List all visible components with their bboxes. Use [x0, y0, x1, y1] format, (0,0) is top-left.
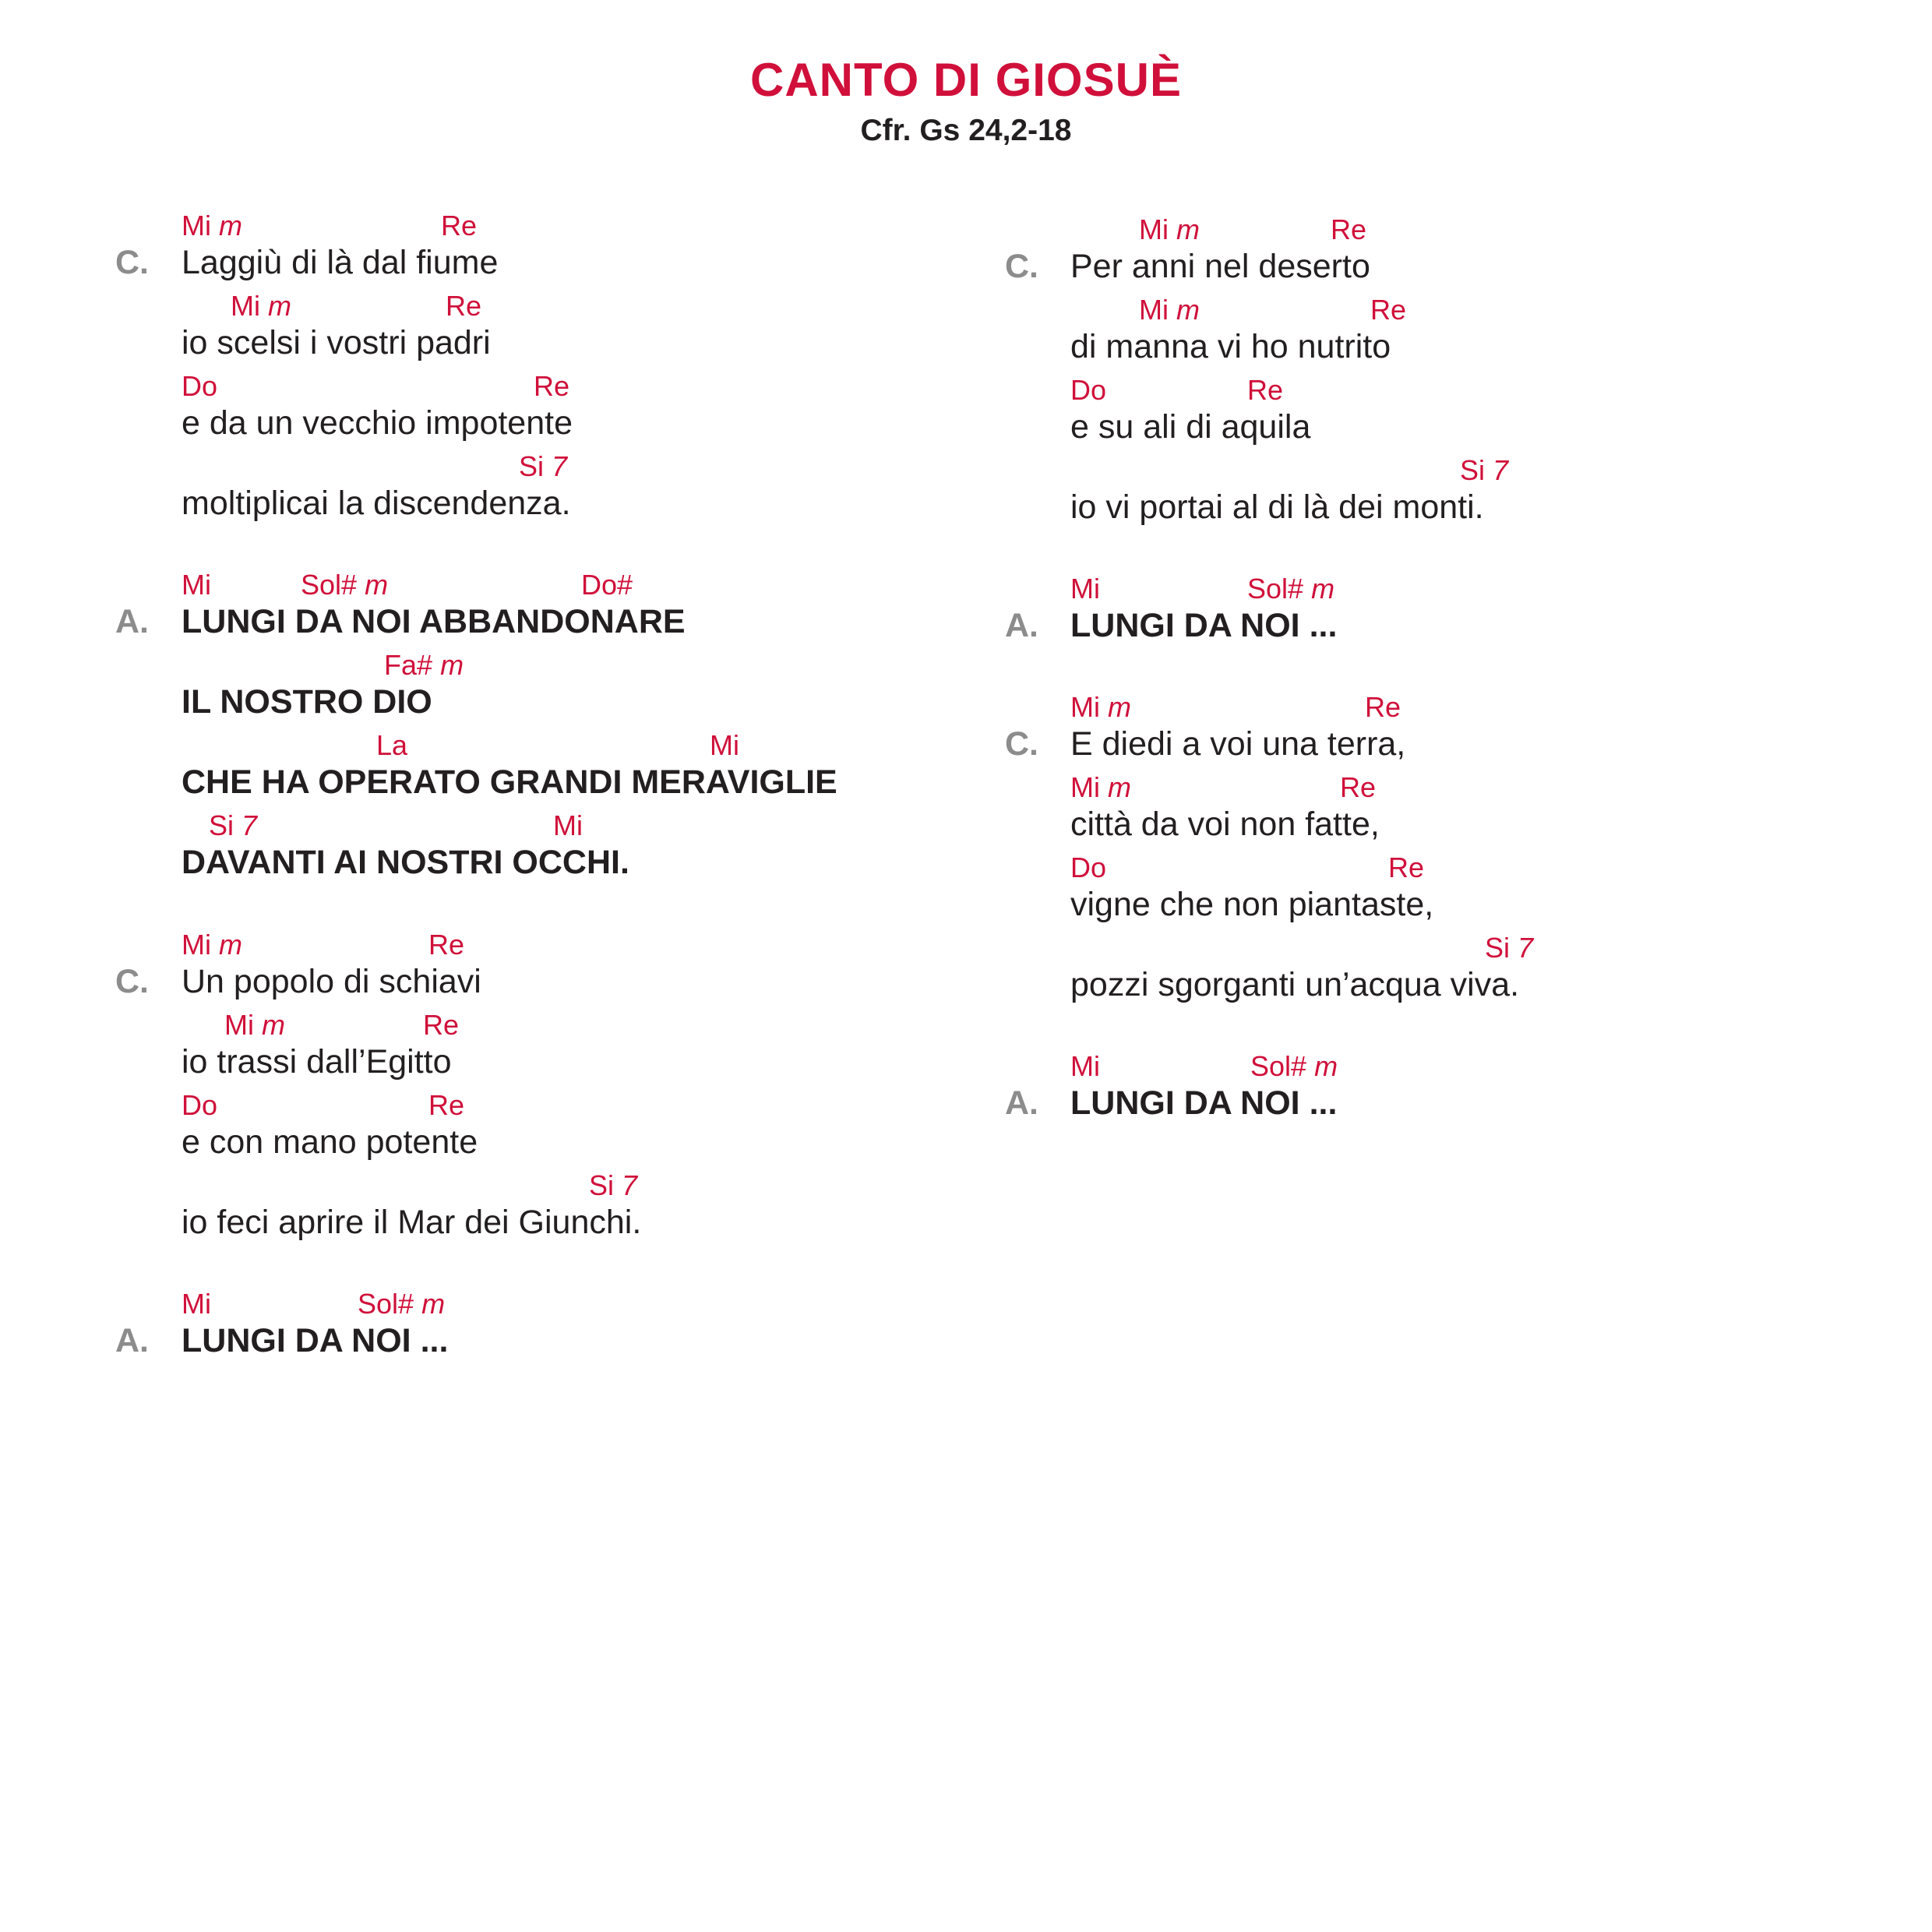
- chord: Si 7: [209, 809, 258, 841]
- lyric-line: Un popolo di schiavi: [182, 963, 481, 1000]
- chord: Mi m: [1070, 691, 1132, 723]
- chord: Sol# m: [1247, 573, 1335, 605]
- song-title: CANTO DI GIOSUÈ: [750, 54, 1182, 106]
- lyric-line: io trassi dall’Egitto: [182, 1043, 452, 1081]
- chord: Mi: [1070, 573, 1100, 605]
- chord: Re: [534, 370, 570, 402]
- chord: Do: [1070, 374, 1107, 406]
- cantor-label: C.: [115, 963, 149, 1000]
- lyric-line: pozzi sgorganti un’acqua viva.: [1070, 966, 1520, 1003]
- chord: Mi m: [182, 929, 243, 961]
- assembly-label: A.: [115, 1322, 149, 1359]
- scripture-reference: Cfr. Gs 24,2-18: [860, 114, 1072, 147]
- lyric-line: Per anni nel deserto: [1070, 248, 1370, 285]
- refrain-line: CHE HA OPERATO GRANDI MERAVIGLIE: [182, 763, 837, 801]
- refrain-line: LUNGI DA NOI ABBANDONARE: [182, 603, 686, 640]
- refrain-line: IL NOSTRO DIO: [182, 683, 432, 721]
- chord: Fa# m: [384, 649, 464, 681]
- chord: Sol# m: [358, 1288, 446, 1320]
- chord: Re: [441, 210, 478, 242]
- chord: Re: [1247, 374, 1284, 406]
- chord: Re: [423, 1009, 460, 1041]
- chord: Mi m: [1139, 294, 1200, 326]
- chord: Do: [182, 1089, 218, 1121]
- lyric-line: e da un vecchio impotente: [182, 404, 573, 442]
- chord: Re: [1365, 691, 1401, 723]
- chord: Mi: [182, 569, 211, 601]
- lyric-line: e su ali di aquila: [1070, 408, 1311, 446]
- lyric-line: io vi portai al di là dei monti.: [1070, 488, 1484, 526]
- chord: Si 7: [1460, 454, 1509, 486]
- chord: Si 7: [589, 1169, 638, 1201]
- chord: Re: [1388, 851, 1425, 883]
- chord: Mi m: [224, 1009, 286, 1041]
- cantor-label: C.: [115, 244, 149, 281]
- chord: Mi: [553, 809, 583, 841]
- chord: Mi m: [231, 290, 292, 322]
- chord: Sol# m: [1250, 1050, 1338, 1082]
- refrain-line: DAVANTI AI NOSTRI OCCHI.: [182, 844, 629, 881]
- cantor-label: C.: [1005, 248, 1038, 285]
- chord: Re: [1370, 294, 1407, 326]
- lyric-line: e con mano potente: [182, 1123, 478, 1161]
- chord: Mi: [710, 729, 739, 761]
- chord: Do#: [581, 569, 633, 601]
- assembly-label: A.: [1005, 1084, 1038, 1122]
- chord: Sol# m: [301, 569, 389, 601]
- chord: Re: [1331, 213, 1367, 245]
- lyric-line: di manna vi ho nutrito: [1070, 328, 1391, 365]
- chord: Mi: [1070, 1050, 1100, 1082]
- lyric-line: E diedi a voi una terra,: [1070, 725, 1406, 763]
- cantor-label: C.: [1005, 725, 1038, 763]
- chord: Re: [1340, 771, 1377, 803]
- chord: Do: [182, 370, 218, 402]
- lyric-line: moltiplicai la discendenza.: [182, 485, 571, 522]
- chord: Mi m: [1070, 771, 1132, 803]
- refrain-line: LUNGI DA NOI ...: [1070, 1084, 1338, 1122]
- chord: Si 7: [519, 450, 568, 482]
- assembly-label: A.: [1005, 607, 1038, 644]
- chord: Mi m: [1139, 213, 1200, 245]
- assembly-label: A.: [115, 603, 149, 640]
- chord: Re: [428, 929, 465, 961]
- lyric-line: io feci aprire il Mar dei Giunchi.: [182, 1204, 642, 1241]
- chord: Re: [446, 290, 482, 322]
- lyric-line: io scelsi i vostri padri: [182, 324, 491, 361]
- lyric-line: vigne che non piantaste,: [1070, 886, 1434, 923]
- chord: Mi m: [182, 210, 243, 242]
- chord: Do: [1070, 851, 1107, 883]
- lyric-line: città da voi non fatte,: [1070, 806, 1380, 843]
- chord: Re: [428, 1089, 465, 1121]
- chord: La: [376, 729, 408, 761]
- chord: Mi: [182, 1288, 211, 1320]
- refrain-line: LUNGI DA NOI ...: [182, 1322, 449, 1359]
- lyric-line: Laggiù di là dal fiume: [182, 244, 499, 281]
- chord: Si 7: [1485, 932, 1534, 964]
- refrain-line: LUNGI DA NOI ...: [1070, 607, 1338, 644]
